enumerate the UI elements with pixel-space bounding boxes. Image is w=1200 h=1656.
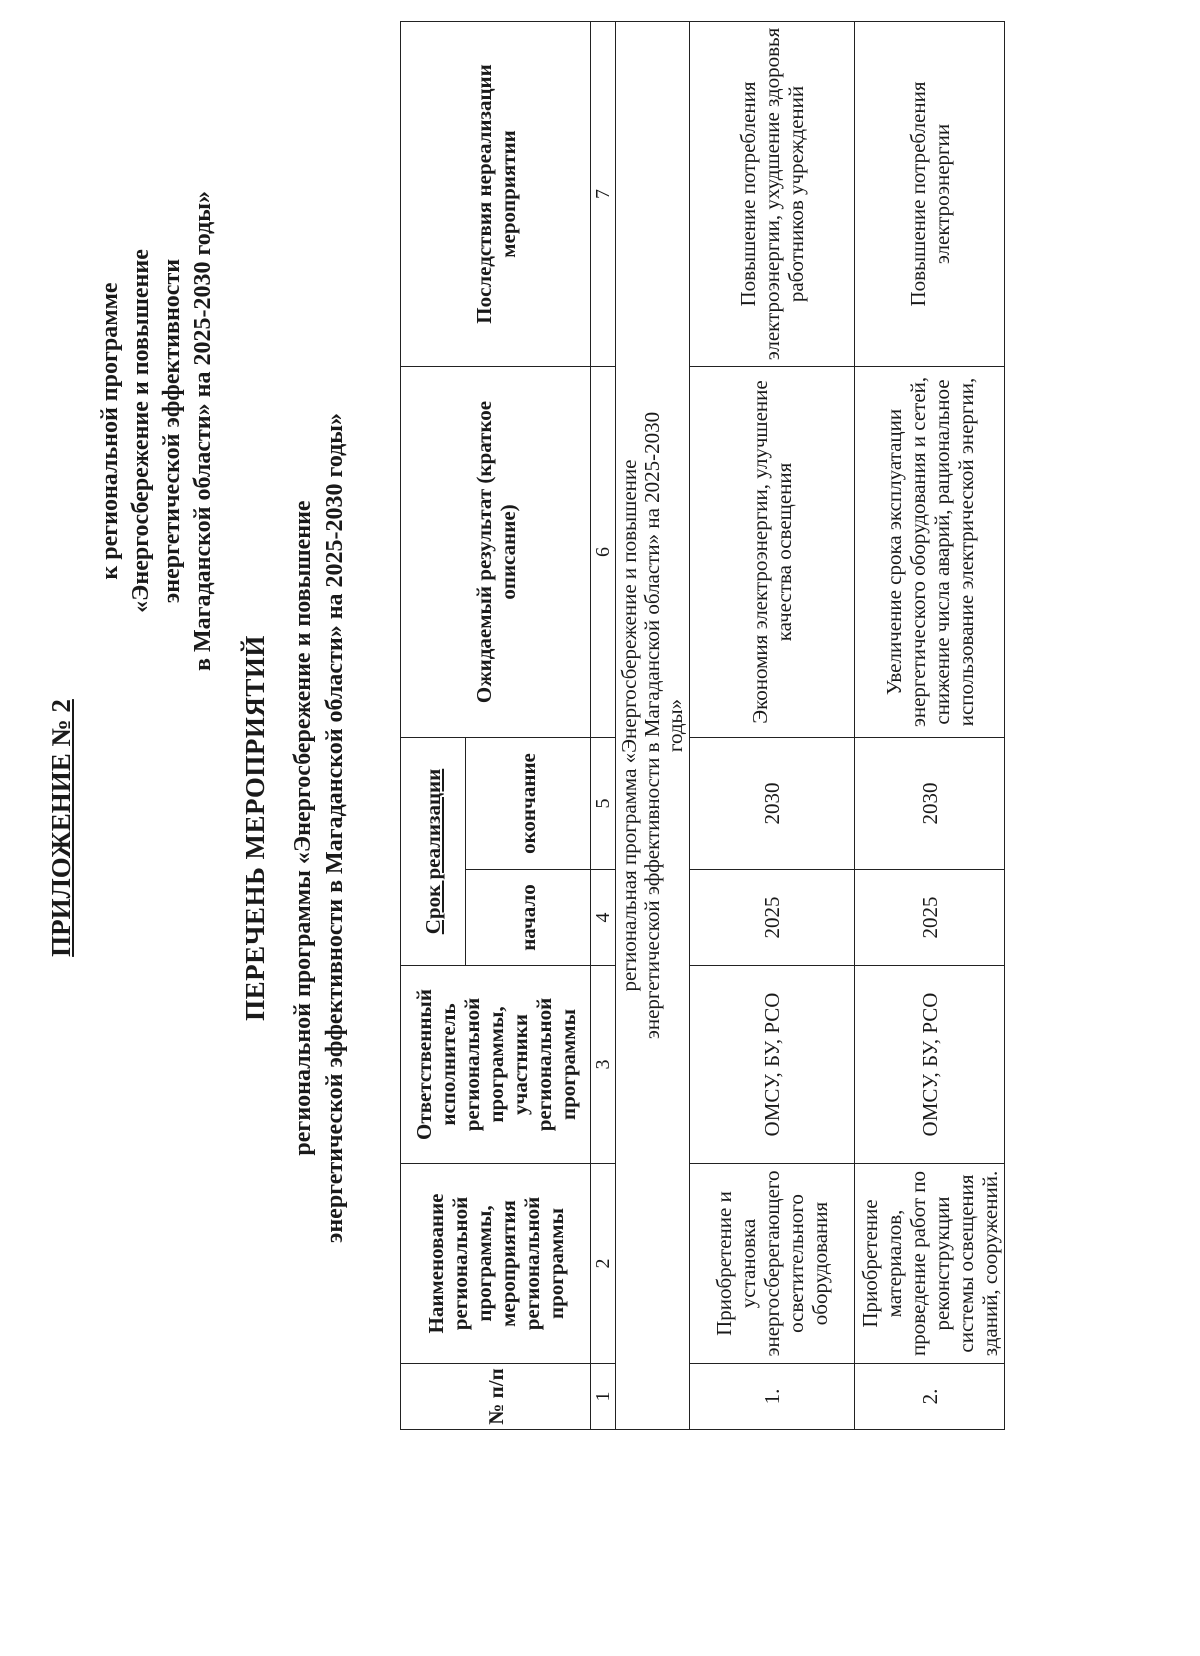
header-result: Ожидаемый результат (краткое описание) [401, 367, 591, 738]
program-row [616, 22, 690, 1430]
row-responsible: ОМСУ, БУ, РСО [690, 966, 855, 1164]
appendix-title: ПРИЛОЖЕНИЕ № 2 [46, 699, 76, 957]
row-start: 2025 [855, 870, 1005, 966]
appendix-line: «Энергосбережение и повышение [128, 249, 154, 613]
header-name: Наименование региональной программы, мероприятия региональной программы [401, 1164, 591, 1364]
column-number: 7 [591, 22, 616, 367]
list-subtitle [287, 0, 351, 1656]
column-number: 3 [591, 966, 616, 1164]
row-end: 2030 [855, 738, 1005, 870]
list-title: ПЕРЕЧЕНЬ МЕРОПРИЯТИЙ [240, 635, 270, 1021]
row-result: Экономия электроэнергии, улучшение качества освещения [690, 367, 855, 738]
list-subtitle-line: региональной программы «Энергосбережение и повышение [290, 500, 316, 1156]
column-number: 6 [591, 367, 616, 738]
appendix-line: в Магаданской области» на 2025-2030 годы» [190, 191, 216, 671]
row-end: 2030 [690, 738, 855, 870]
column-number-row [591, 22, 616, 1430]
table-row [855, 22, 1005, 1430]
column-number: 4 [591, 870, 616, 966]
appendix-line: энергетической эффективности [159, 258, 185, 604]
header-row [401, 22, 466, 1430]
header-term [401, 738, 466, 966]
row-num: 1. [690, 1364, 855, 1430]
list-subtitle-line: энергетической эффективности в Магаданской области» на 2025-2030 годы» [322, 412, 348, 1244]
column-number: 2 [591, 1164, 616, 1364]
header-consequences: Последствия нереализации мероприятии [401, 22, 591, 367]
header-term-label: Срок реализации [421, 768, 445, 935]
row-consequences: Повышение потребления электроэнергии, ухудшение здоровья работников учреждений [690, 22, 855, 367]
row-responsible: ОМСУ, БУ, РСО [855, 966, 1005, 1164]
events-table [400, 21, 1005, 1430]
appendix-line: к региональной программе [97, 282, 123, 580]
row-name: Приобретение и установка энергосберегающего осветительного оборудования [690, 1164, 855, 1364]
header-num: № п/п [401, 1364, 591, 1430]
row-start: 2025 [690, 870, 855, 966]
header-start: начало [466, 870, 591, 966]
header-responsible: Ответственный исполнитель региональной программы, участники региональной программы [401, 966, 591, 1164]
row-name: Приобретение материалов, проведение работ по реконструкции системы освещения зданий, сооружений. [855, 1164, 1005, 1364]
appendix-reference [95, 71, 219, 791]
row-result: Увеличение срока эксплуатации энергетического оборудования и сетей, снижение числа аварий, рациональное использование электрической энергии, [855, 367, 1005, 738]
row-consequences: Повышение потребления электроэнергии [855, 22, 1005, 367]
column-number: 5 [591, 738, 616, 870]
column-number: 1 [591, 1364, 616, 1430]
table-row [690, 22, 855, 1430]
program-title-cell: региональная программа «Энергосбережение и повышение энергетической эффективности в Магаданской области» на 2025-2030 годы» [616, 22, 690, 1430]
row-num: 2. [855, 1364, 1005, 1430]
header-end: окончание [466, 738, 591, 870]
